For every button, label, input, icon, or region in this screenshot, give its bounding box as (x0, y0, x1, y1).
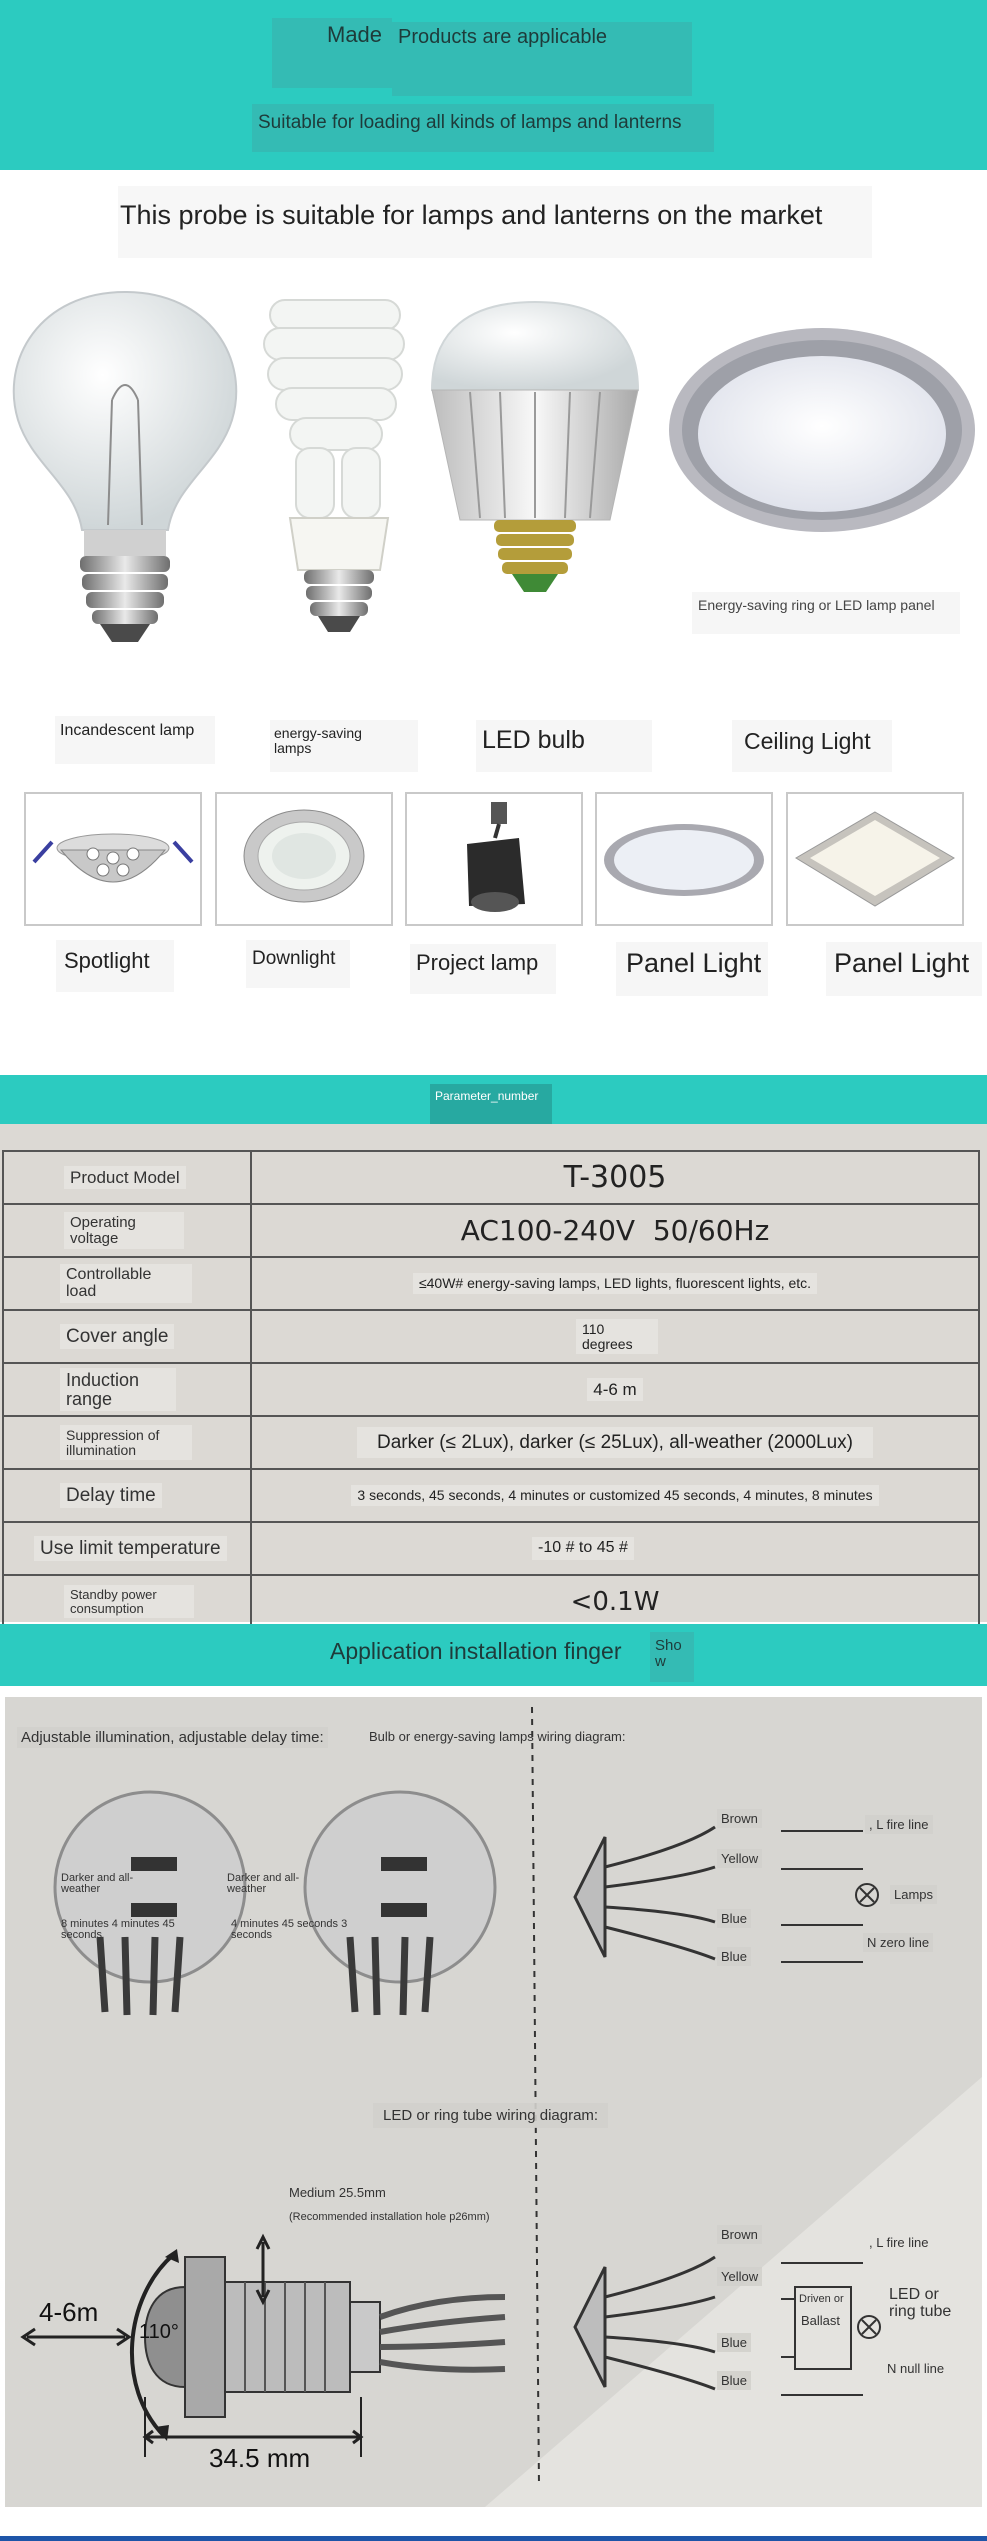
install-photo-bg (5, 1697, 982, 2507)
round-panel-light-icon (597, 794, 771, 924)
param-label: Suppression of illumination (60, 1425, 192, 1460)
ballast-label: Ballast (801, 2313, 841, 2328)
wire-label: Brown (717, 2225, 762, 2244)
wire-label: Blue (717, 2333, 751, 2352)
sensor-side-icon (23, 2237, 505, 2457)
lamps-label: Lamps (890, 1885, 937, 1904)
square-panel-light-icon (788, 794, 962, 924)
width-label: 34.5 mm (209, 2443, 311, 2473)
ceiling-light-icon (669, 328, 975, 532)
downlight-label: Downlight (252, 948, 336, 969)
ceiling-caption: Energy-saving ring or LED lamp panel (698, 597, 935, 613)
recommended-label: (Recommended installation hole p26mm) (289, 2211, 490, 2223)
param-value: ≤40W# energy-saving lamps, LED lights, fluorescent lights, etc. (413, 1273, 817, 1294)
param-label: Operating voltage (64, 1212, 184, 1250)
probe-title: This probe is suitable for lamps and lanterns on the market (120, 200, 823, 230)
energy-saving-bulb-icon (264, 300, 404, 632)
install-title: Application installation finger (330, 1638, 622, 1664)
hero-applicable-text: Products are applicable (398, 26, 608, 48)
led-bulb-icon (432, 302, 638, 592)
fire-line-2-label: , L fire line (869, 2235, 929, 2250)
wire-label: Blue (717, 1909, 751, 1928)
led-diagram-title: LED or ring tube wiring diagram: (373, 2103, 608, 2128)
wiring-diagram-1 (575, 1827, 878, 1962)
knob2-bottom-label: 4 minutes 45 seconds 3 seconds (231, 1918, 348, 1941)
adjustable-caption: Adjustable illumination, adjustable delay time: (17, 1727, 328, 1748)
knob-1-icon (55, 1792, 245, 2015)
param-value: Darker (≤ 2Lux), darker (≤ 25Lux), all-weather (2000Lux) (357, 1427, 873, 1459)
project-lamp-thumb (405, 792, 583, 926)
knob1-bottom-label: 8 minutes 4 minutes 45 seconds (61, 1918, 175, 1941)
led-bulb-label: LED bulb (482, 726, 585, 754)
fire-line-label: , L fire line (865, 1815, 933, 1834)
param-label: Product Model (64, 1166, 186, 1190)
table-row (3, 1416, 979, 1469)
wire-label: Brown (717, 1809, 762, 1828)
bulb-diagram-title: Bulb or energy-saving lamps wiring diagram: (369, 1729, 626, 1744)
project-lamp-label: Project lamp (416, 950, 539, 975)
param-value: 110 degrees (576, 1319, 658, 1354)
panel-light-square-thumb (786, 792, 964, 926)
spotlight-thumb (24, 792, 202, 926)
downlight-thumb (215, 792, 393, 926)
range-label: 4-6m (39, 2297, 99, 2327)
wire-label: Yellow (717, 1849, 762, 1868)
zero-line-label: N zero line (863, 1933, 933, 1952)
knob2-top-label: Darker and all-weather (227, 1872, 300, 1895)
spotlight-label: Spotlight (64, 948, 150, 973)
param-label: Controllable load (60, 1264, 192, 1304)
panel-light-round-thumb (595, 792, 773, 926)
param-value: -10 # to 45 # (532, 1537, 634, 1560)
energy-saving-label: energy-saving lamps (274, 725, 362, 756)
table-row (3, 1257, 979, 1310)
wire-label: Blue (717, 1947, 751, 1966)
panel-light-2-label: Panel Light (834, 948, 970, 978)
bottom-divider (0, 2536, 987, 2541)
param-label: Induction range (60, 1368, 176, 1412)
table-row (3, 1469, 979, 1522)
table-row (3, 1522, 979, 1575)
param-value: 3 seconds, 45 seconds, 4 minutes or customized 45 seconds, 4 minutes, 8 minutes (351, 1485, 878, 1506)
install-title-extra: Show (655, 1637, 682, 1670)
param-label: Use limit temperature (34, 1536, 227, 1562)
spotlight-icon (26, 794, 200, 924)
wire-label: Blue (717, 2371, 751, 2390)
hero-made-text: Made (327, 22, 383, 47)
param-value: T-3005 (563, 1160, 667, 1195)
angle-label: 110° (139, 2321, 179, 2343)
param-value: 4-6 m (587, 1378, 642, 1402)
panel-light-1-label: Panel Light (626, 948, 762, 978)
install-diagram (5, 1697, 982, 2507)
medium-label: Medium 25.5mm (289, 2185, 386, 2200)
parameter-table (2, 1150, 980, 1629)
parameter-tag: Parameter_number (435, 1089, 539, 1103)
param-value: AC100-240V 50/60Hz (460, 1214, 770, 1247)
wire-label: Yellow (717, 2267, 762, 2286)
ceiling-label: Ceiling Light (744, 728, 871, 754)
knob-2-icon (305, 1792, 495, 2015)
driven-label: Driven or (799, 2293, 844, 2305)
param-label: Delay time (60, 1483, 162, 1509)
table-row (3, 1204, 979, 1257)
param-label: Standby power consumption (64, 1585, 194, 1618)
table-row (3, 1363, 979, 1416)
null-line-label: N null line (887, 2361, 945, 2376)
incandescent-bulb-icon (14, 292, 236, 642)
hero-suitable-text: Suitable for loading all kinds of lamps and lanterns (258, 112, 682, 133)
knob1-top-label: Darker and all-weather (61, 1872, 134, 1895)
hero-banner (0, 0, 987, 170)
table-row (3, 1151, 979, 1204)
table-row (3, 1310, 979, 1363)
param-label: Cover angle (60, 1324, 174, 1350)
project-lamp-icon (407, 794, 581, 924)
led-ring-label: LED or ring tube (889, 2286, 952, 2320)
incandescent-label: Incandescent lamp (60, 722, 195, 739)
table-row (3, 1575, 979, 1628)
param-value: <0.1W (570, 1586, 660, 1617)
downlight-icon (217, 794, 391, 924)
lamp-illustrations (0, 280, 987, 710)
